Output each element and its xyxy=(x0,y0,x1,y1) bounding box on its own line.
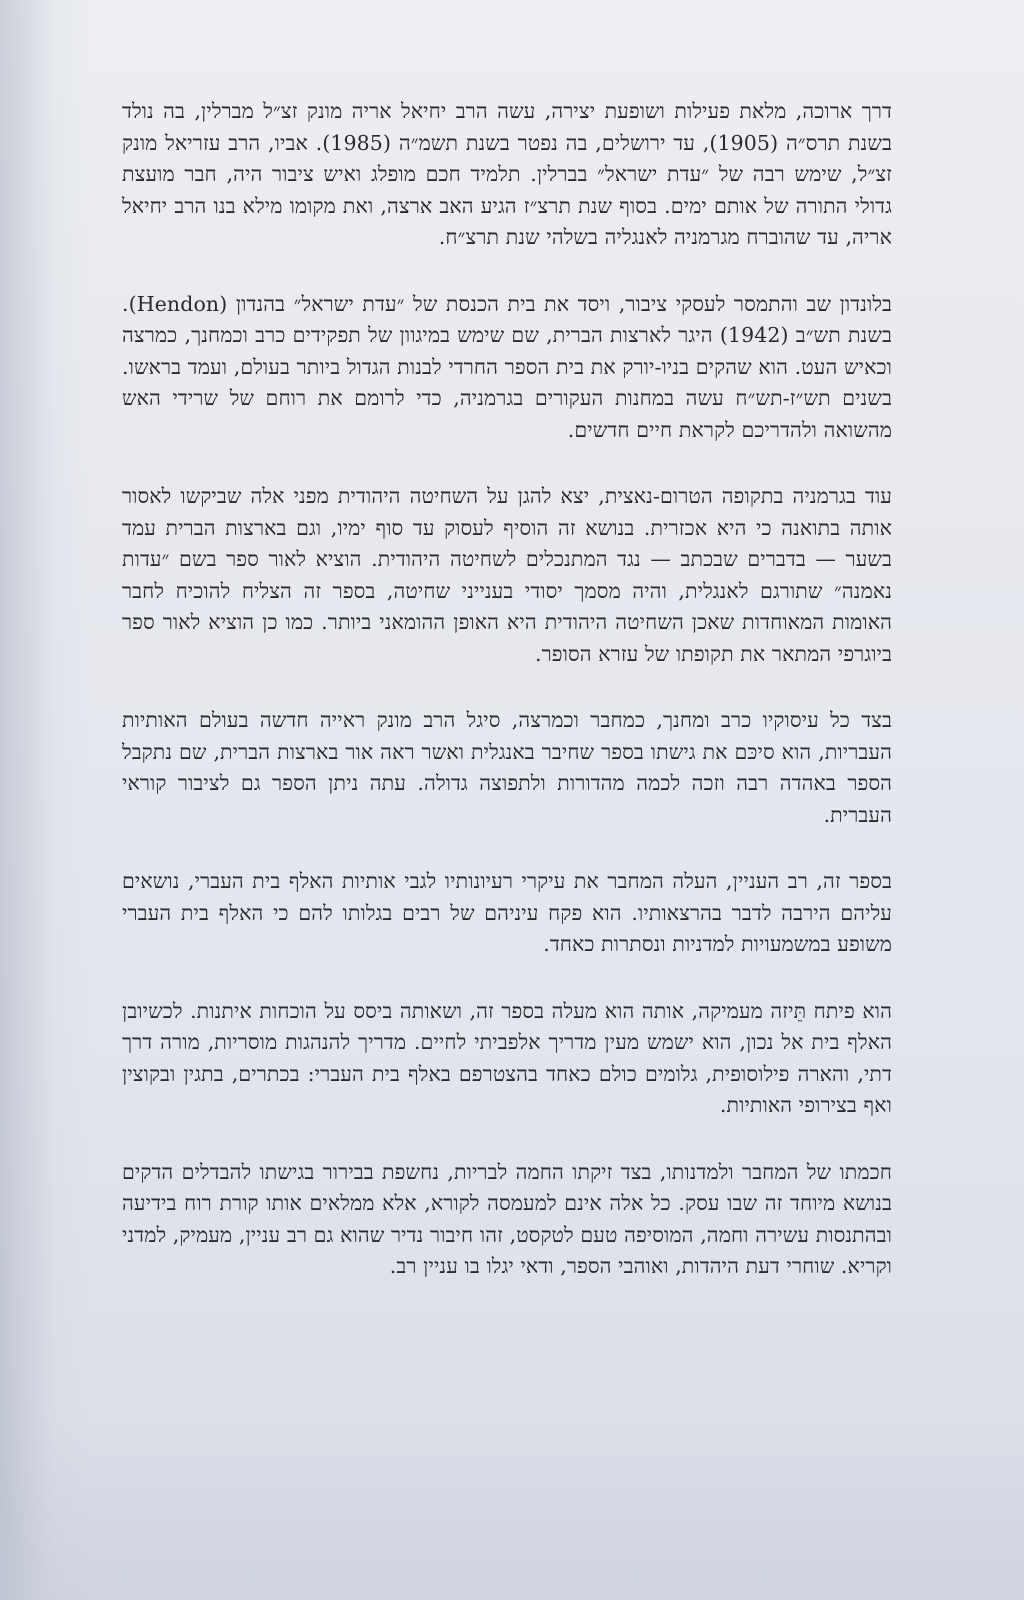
page-shadow-left xyxy=(0,0,90,1600)
paragraph-shechita: עוד בגרמניה בתקופה הטרום-נאצית, יצא להגן על השחיטה היהודית מפני אלה שביקשו לאסור אותה בתואנה כי היא אכזרית. בנושא זה הוסיף לעסוק עד סוף ימיו, וגם בארצות הברית עמד בשער — בדברים שבכתב — נגד המתנכלים לשחיטה היהודית. הוציא לאור ספר בשם ״עדות נאמנה״ שתורגם לאנגלית, והיה מסמך יסודי בענייני שחיטה, בספר זה הצליח להוכיח לחבר האומות המאוחדות שאכן השחיטה היהודית היא האופן ההומאני ביותר. כמו כן הוציא לאור ספר ביוגרפי המתאר את תקופתו של עזרא הסופר. xyxy=(122,484,892,666)
body-text xyxy=(122,96,892,1318)
paragraph-biography-intro: דרך ארוכה, מלאת פעילות ושופעת יצירה, עשה הרב יחיאל אריה מונק זצ״ל מברלין, בה נולד בשנת תרס״ה (1905), עד ירושלים, בה נפטר בשנת תשמ״ה (1985). אביו, הרב עזריאל מונק זצ״ל, שימש רבה של ״עדת ישראל״ בברלין. תלמיד חכם מופלג ואיש ציבור היה, חבר מועצת גדולי התורה של אותם ימים. בסוף שנת תרצ״ז הגיע האב ארצה, ואת מקומו מילא בנו הרב יחיאל אריה, עד שהוברח מגרמניה לאנגליה בשלהי שנת תרצ״ח. xyxy=(122,99,893,249)
paragraph-hebrew-letters-book: בצד כל עיסוקיו כרב ומחנך, כמחבר וכמרצה, סיגל הרב מונק ראייה חדשה בעולם האותיות העבריות, הוא סיכּם את גישתו בספר שחיבר באנגלית ואשר ראה אור בארצות הברית, שם נתקבל הספר באהדה רבה וזכה לכמה מהדורות ולתפוצה גדולה. עתה ניתן הספר גם לציבור קוראי העברית. xyxy=(122,708,892,827)
paragraph-author-wisdom: חכמתו של המחבר ולמדנותו, בצד זיקתו החמה לבריות, נחשפת בבירור בגישתו להבדלים הדקים בנושא מיוחד זה שבו עסק. כל אלה אינם למעמסה לקורא, אלא ממלאים אותו קורת רוח בידיעה ובהתנסות עשירה וחמה, המוסיפה טעם לטקסט, זהו חיבור נדיר שהוא גם רב עניין, מעמיק, למדני וקריא. שוחרי דעת היהדות, ואוהבי הספר, ודאי יגלו בו עניין רב. xyxy=(122,1159,892,1278)
page-shadow-bottom xyxy=(0,1420,1024,1600)
paragraph-london-america: בלונדון שב והתמסר לעסקי ציבור, ויסד את בית הכנסת של ״עדת ישראל״ בהנדון (Hendon). בשנת תש״ב (1942) היגר לארצות הברית, שם שימש במיגוון של תפקידים כרב וכמחנך, כמרצה וכאיש העט. הוא שהקים בניו-יורק את בית הספר החרדי לבנות הגדול ביותר בעולם, ועמד בראשו. בשנים תש״ז-תש״ח עשה במחנות העקורים בגרמניה, כדי לרומם את רוחם של שרידי האש מהשואה ולהדריכם לקראת חיים חדשים. xyxy=(122,291,892,442)
paragraph-book-content: בספר זה, רב העניין, העלה המחבר את עיקרי רעיונותיו לגבי אותיות האלף בית העברי, נושאים עליהם הירבה לדבר בהרצאותיו. הוא פקח עיניהם של רבים בגלותו להם כי האלף בית העברי משופע במשמעויות למדניות ונסתרות כאחד. xyxy=(122,869,892,956)
paragraph-thesis: הוא פיתח תֵּיזה מעמיקה, אותה הוא מעלה בספר זה, ושאותה ביסס על הוכחות איתנות. לכשיובן האלף בית אל נכון, הוא ישמש מעין מדריך אלפביתי לחיים. מדריך להנהגות מוסריות, מורה דרך דתי, והארה פילוסופית, גלומים כולם כאחד בהצטרפם באלף בית העברי: בכתרים, בתגין ובקוצין ואף בצירופי האותיות. xyxy=(122,998,892,1117)
